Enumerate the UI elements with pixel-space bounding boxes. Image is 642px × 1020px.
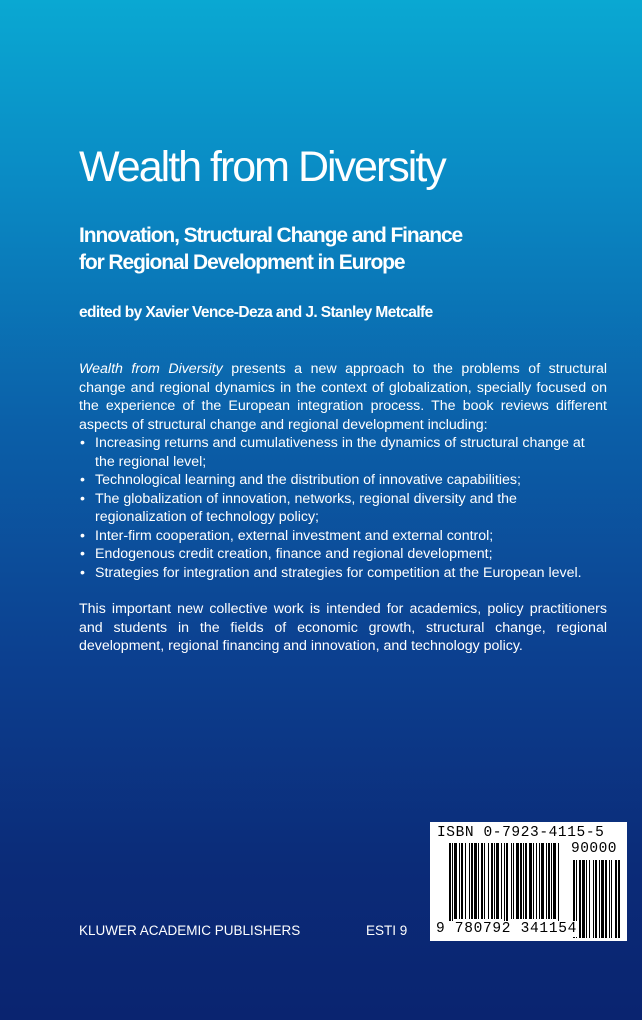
topic-item: • Increasing returns and cumulativeness in the dynamics of structural change at the regional level;: [79, 434, 607, 471]
topic-item: • Inter-firm cooperation, external investment and external control;: [79, 527, 607, 546]
topic-item: • Technological learning and the distribution of innovative capabilities;: [79, 471, 607, 490]
subtitle-line-1: Innovation, Structural Change and Finance: [79, 224, 463, 247]
subtitle-line-2: for Regional Development in Europe: [79, 251, 405, 274]
barcode-panel: [430, 822, 627, 941]
blurb: [79, 360, 607, 656]
blurb-closing: This important new collective work is intended for academics, policy practitioners and students in the fields of economic growth, structural change, regional development, regional financing and innovation, and technology policy.: [79, 601, 607, 654]
blurb-intro-title: Wealth from Diversity: [79, 361, 223, 377]
ean-number: 9 780792 341154: [436, 921, 578, 937]
editors-credit: edited by Xavier Vence-Deza and J. Stanley Metcalfe: [79, 304, 433, 321]
publisher-name: KLUWER ACADEMIC PUBLISHERS: [79, 923, 301, 938]
isbn-number: ISBN 0-7923-4115-5: [437, 825, 605, 841]
topic-item: • Strategies for integration and strategies for competition at the European level.: [79, 564, 607, 583]
blurb-intro: [79, 360, 607, 434]
series-label: ESTI 9: [366, 923, 408, 938]
topics-list: [79, 434, 607, 582]
book-subtitle: [79, 222, 462, 276]
blurb-intro-text: presents a new approach to the problems of structural change and regional dynamics in the context of globalization, specially focused on the experience of the European integration process. The book reviews different aspects of structural change and regional development including:: [79, 361, 607, 433]
book-title: Wealth from Diversity: [79, 143, 445, 191]
topic-item: • The globalization of innovation, networks, regional diversity and the regionalization of technology policy;: [79, 490, 607, 527]
topic-item: • Endogenous credit creation, finance and regional development;: [79, 545, 607, 564]
price-addon: 90000: [571, 841, 618, 857]
